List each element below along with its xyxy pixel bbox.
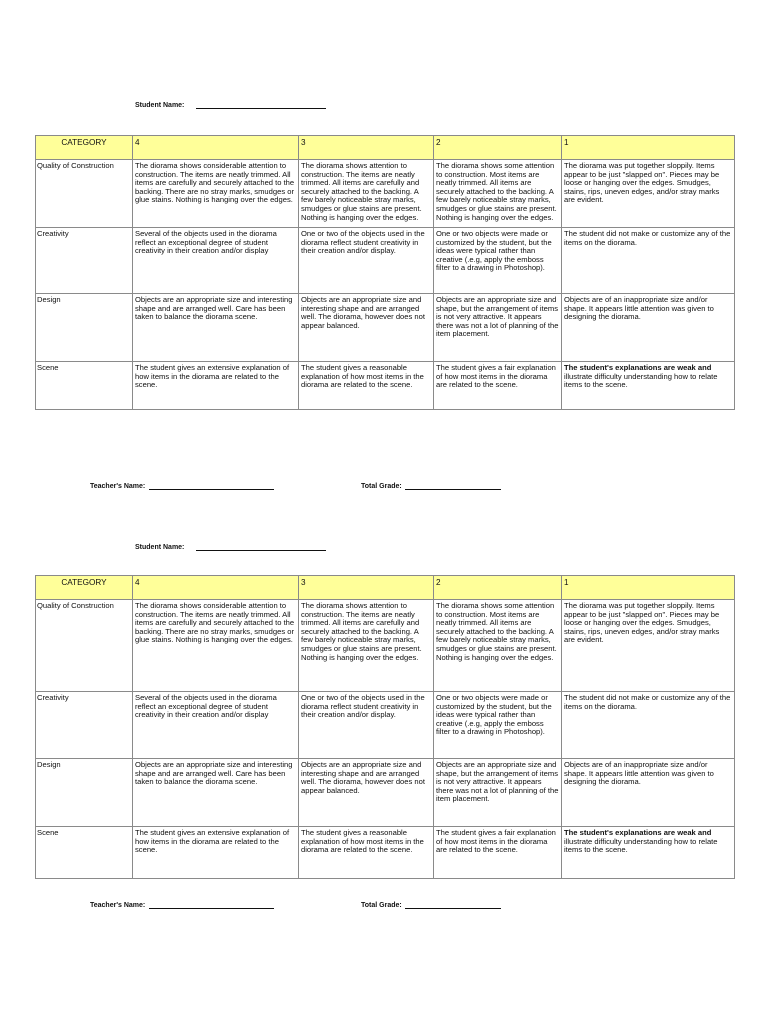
rubric-row-design bbox=[36, 294, 735, 362]
cell-score-1-bold: The student's explanations are weak and bbox=[564, 828, 712, 837]
total-grade-blank[interactable] bbox=[405, 900, 501, 909]
cell-score-1: The diorama was put together sloppily. Items appear to be just "slapped on". Pieces may be loose or hanging over the edges. Smudges, stains, rips, uneven edges, and/or stray marks are evident. bbox=[562, 600, 735, 692]
teacher-name-field[interactable] bbox=[90, 900, 274, 909]
cell-score-2: The diorama shows some attention to construction. Most items are neatly trimmed. All items are securely attached to the backing. A few barely noticeable stray marks, smudges or glue stains are present. Nothing is hanging over the edges. bbox=[434, 160, 562, 228]
rubric-row-quality bbox=[36, 600, 735, 692]
row-category: Quality of Construction bbox=[36, 160, 133, 228]
student-name-label: Student Name: bbox=[135, 544, 185, 551]
cell-score-1-bold: The student's explanations are weak and bbox=[564, 363, 712, 372]
cell-score-1: Objects are of an inappropriate size and/or shape. It appears little attention was given to designing the diorama. bbox=[562, 759, 735, 827]
rubric-row-design bbox=[36, 759, 735, 827]
student-name-blank[interactable] bbox=[196, 542, 326, 551]
cell-score-1: The student did not make or customize any of the items on the diorama. bbox=[562, 228, 735, 294]
cell-score-2: The student gives a fair explanation of how most items in the diorama are related to the scene. bbox=[434, 362, 562, 410]
student-name-field[interactable] bbox=[135, 100, 326, 109]
cell-score-1 bbox=[562, 827, 735, 879]
teacher-name-label: Teacher's Name: bbox=[90, 902, 146, 909]
rubric-header-row bbox=[36, 576, 735, 600]
cell-score-3: The student gives a reasonable explanation of how most items in the diorama are related to the scene. bbox=[299, 827, 434, 879]
cell-score-2: The diorama shows some attention to construction. Most items are neatly trimmed. All items are securely attached to the backing. A few barely noticeable stray marks, smudges or glue stains are present. Nothing is hanging over the edges. bbox=[434, 600, 562, 692]
rubric-row-scene bbox=[36, 827, 735, 879]
cell-score-4: The diorama shows considerable attention to construction. The items are neatly trimmed. All items are carefully and securely attached to the backing. There are no stray marks, smudges or glue stains. Nothing is hanging over the edges. bbox=[133, 600, 299, 692]
student-name-field[interactable] bbox=[135, 542, 326, 551]
row-category: Design bbox=[36, 759, 133, 827]
rubric-table bbox=[35, 575, 735, 879]
cell-score-2: The student gives a fair explanation of how most items in the diorama are related to the scene. bbox=[434, 827, 562, 879]
cell-score-4: Several of the objects used in the diorama reflect an exceptional degree of student creativity in their creation and/or display bbox=[133, 692, 299, 759]
rubric-row-quality bbox=[36, 160, 735, 228]
row-category: Creativity bbox=[36, 692, 133, 759]
total-grade-field[interactable] bbox=[361, 481, 501, 490]
total-grade-field[interactable] bbox=[361, 900, 501, 909]
header-score-3: 3 bbox=[299, 136, 434, 160]
total-grade-label: Total Grade: bbox=[361, 902, 402, 909]
total-grade-blank[interactable] bbox=[405, 481, 501, 490]
rubric-row-creativity bbox=[36, 692, 735, 759]
cell-score-4: Objects are an appropriate size and interesting shape and are arranged well. Care has been taken to balance the diorama scene. bbox=[133, 294, 299, 362]
cell-score-4: The student gives an extensive explanation of how items in the diorama are related to the scene. bbox=[133, 827, 299, 879]
cell-score-4: Objects are an appropriate size and interesting shape and are arranged well. Care has been taken to balance the diorama scene. bbox=[133, 759, 299, 827]
row-category: Scene bbox=[36, 362, 133, 410]
cell-score-3: Objects are an appropriate size and interesting shape and are arranged well. The diorama, however does not appear balanced. bbox=[299, 759, 434, 827]
student-name-blank[interactable] bbox=[196, 100, 326, 109]
student-name-label: Student Name: bbox=[135, 102, 185, 109]
cell-score-2: Objects are an appropriate size and shape, but the arrangement of items is not very attractive. It appears there was not a lot of planning of the item placement. bbox=[434, 294, 562, 362]
header-score-1: 1 bbox=[562, 136, 735, 160]
rubric-table bbox=[35, 135, 735, 410]
teacher-name-blank[interactable] bbox=[149, 900, 274, 909]
row-category: Creativity bbox=[36, 228, 133, 294]
rubric-header-row bbox=[36, 136, 735, 160]
cell-score-1: The student did not make or customize any of the items on the diorama. bbox=[562, 692, 735, 759]
cell-score-4: The student gives an extensive explanation of how items in the diorama are related to the scene. bbox=[133, 362, 299, 410]
header-score-4: 4 bbox=[133, 136, 299, 160]
row-category: Design bbox=[36, 294, 133, 362]
cell-score-3: One or two of the objects used in the diorama reflect student creativity in their creation and/or display. bbox=[299, 692, 434, 759]
cell-score-1: Objects are of an inappropriate size and/or shape. It appears little attention was given to designing the diorama. bbox=[562, 294, 735, 362]
cell-score-2: One or two objects were made or customized by the student, but the ideas were typical rather than creative (.e.g, apply the emboss filter to a drawing in Photoshop). bbox=[434, 692, 562, 759]
cell-score-3: The diorama shows attention to construction. The items are neatly trimmed. All items are carefully and securely attached to the backing. A few barely noticeable stray marks, smudges or glue stains are present. Nothing is hanging over the edges. bbox=[299, 600, 434, 692]
cell-score-1: The diorama was put together sloppily. Items appear to be just "slapped on". Pieces may be loose or hanging over the edges. Smudges, stains, rips, uneven edges, and/or stray marks are evident. bbox=[562, 160, 735, 228]
cell-score-2: One or two objects were made or customized by the student, but the ideas were typical rather than creative (.e.g, apply the emboss filter to a drawing in Photoshop). bbox=[434, 228, 562, 294]
total-grade-label: Total Grade: bbox=[361, 483, 402, 490]
cell-score-2: Objects are an appropriate size and shape, but the arrangement of items is not very attractive. It appears there was not a lot of planning of the item placement. bbox=[434, 759, 562, 827]
header-score-1: 1 bbox=[562, 576, 735, 600]
header-score-4: 4 bbox=[133, 576, 299, 600]
cell-score-3: One or two of the objects used in the diorama reflect student creativity in their creation and/or display. bbox=[299, 228, 434, 294]
header-score-2: 2 bbox=[434, 576, 562, 600]
cell-score-4: The diorama shows considerable attention to construction. The items are neatly trimmed. All items are carefully and securely attached to the backing. There are no stray marks, smudges or glue stains. Nothing is hanging over the edges. bbox=[133, 160, 299, 228]
header-category: CATEGORY bbox=[36, 136, 133, 160]
cell-score-3: The diorama shows attention to construction. The items are neatly trimmed. All items are carefully and securely attached to the backing. A few barely noticeable stray marks, smudges or glue stains are present. Nothing is hanging over the edges. bbox=[299, 160, 434, 228]
cell-score-4: Several of the objects used in the diorama reflect an exceptional degree of student creativity in their creation and/or display bbox=[133, 228, 299, 294]
header-score-2: 2 bbox=[434, 136, 562, 160]
teacher-name-blank[interactable] bbox=[149, 481, 274, 490]
cell-score-1 bbox=[562, 362, 735, 410]
cell-score-3: The student gives a reasonable explanation of how most items in the diorama are related to the scene. bbox=[299, 362, 434, 410]
header-score-3: 3 bbox=[299, 576, 434, 600]
teacher-name-label: Teacher's Name: bbox=[90, 483, 146, 490]
rubric-row-creativity bbox=[36, 228, 735, 294]
teacher-name-field[interactable] bbox=[90, 481, 274, 490]
cell-score-3: Objects are an appropriate size and interesting shape and are arranged well. The diorama, however does not appear balanced. bbox=[299, 294, 434, 362]
rubric-row-scene bbox=[36, 362, 735, 410]
row-category: Scene bbox=[36, 827, 133, 879]
cell-score-1-rest: illustrate difficulty understanding how to relate items to the scene. bbox=[564, 371, 718, 390]
row-category: Quality of Construction bbox=[36, 600, 133, 692]
cell-score-1-rest: illustrate difficulty understanding how to relate items to the scene. bbox=[564, 836, 718, 855]
header-category: CATEGORY bbox=[36, 576, 133, 600]
